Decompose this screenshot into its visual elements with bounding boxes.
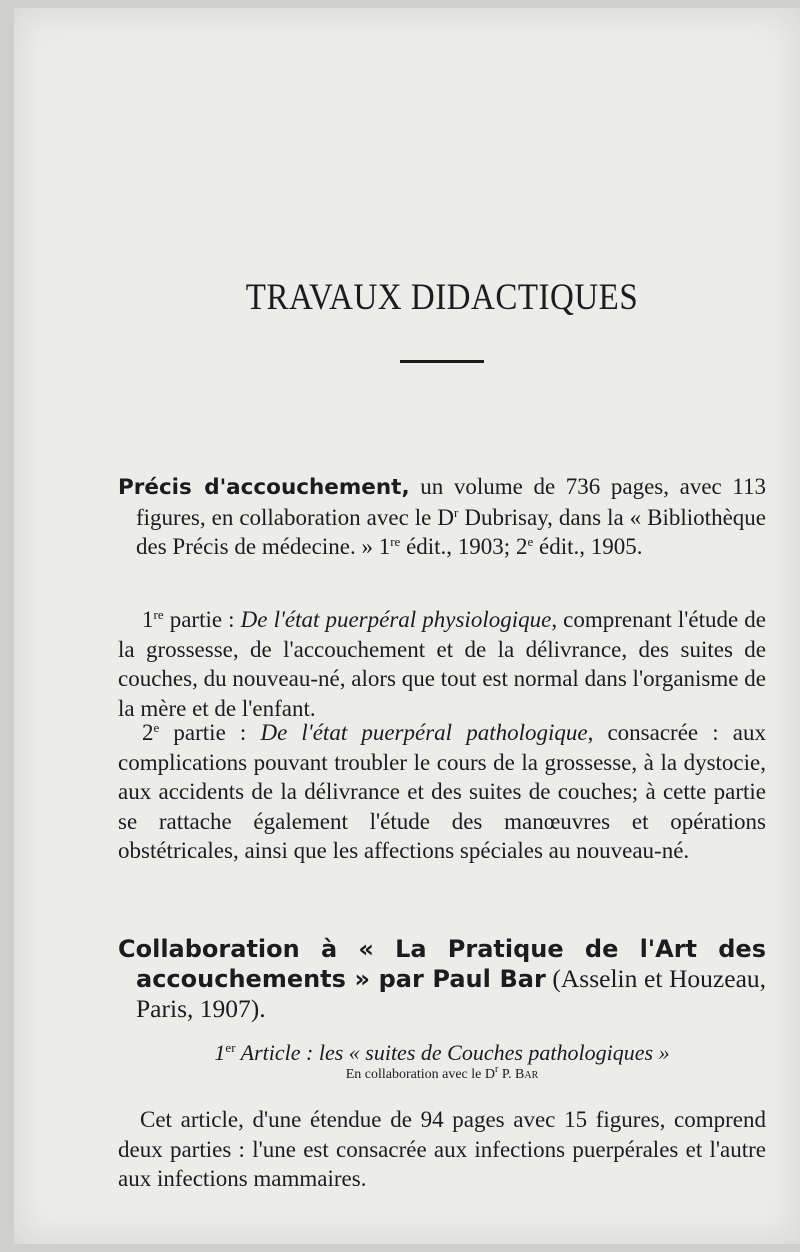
article-collab-sup: r [494,1064,499,1075]
precis-sup-dr: r [454,504,459,520]
partie-2-paragraph [118,718,766,866]
collaboration-heading: Collaboration à « La Pratique de l'Art des accouchements » par Paul Bar [118,935,766,993]
precis-heading: Précis d'accouchement, [118,475,410,500]
article-number: 1 [214,1040,226,1065]
precis-entry [118,472,766,562]
collaboration-entry [118,934,766,1024]
article-collaboration-note [118,1066,766,1084]
title-rule [400,360,484,363]
partie-1-number: 1 [142,607,154,632]
partie-2-title: De l'état puerpéral pathologique [260,720,588,745]
precis-sup-ed1: re [390,534,401,549]
partie-2-number: 2 [142,720,154,745]
article-heading [118,1038,766,1068]
precis-sup-ed2: e [527,534,534,549]
partie-2-sup: e [153,720,160,735]
partie-2-text: , consacrée : aux complications pouvant troubler le cours de la grossesse, à la dystocie, aux accidents de la délivrance et des suites de couches; à cette partie se rattache également l'étude des manœuvres et opérations obstétricales, ainsi que les affections spéciales au nouveau-né. [118,720,766,863]
page-title: TRAVAUX DIDACTIQUES [245,277,639,319]
article-title: Article : les « suites de Couches pathologiques » [235,1040,670,1065]
precis-text-4: édit., 1905. [533,534,643,559]
page [14,8,800,1244]
partie-2-label: partie : [159,720,261,745]
collaboration-text: (Asselin et Houzeau, Paris, 1907). [136,964,767,1023]
partie-1-sup: re [153,607,164,622]
article-body: Cet article, d'une étendue de 94 pages avec 15 figures, comprend deux parties : l'une est consacrée aux infections puerpérales et l'autre aux infections mammaires. [118,1107,766,1191]
partie-1-paragraph [118,605,766,723]
partie-1-label: partie : [163,607,241,632]
precis-text-3: édit., 1903; 2 [400,534,528,559]
partie-1-text: , comprenant l'étude de la grossesse, de l'accouchement et de la délivrance, des suites de couches, du nouveau-né, alors que tout est normal dans l'organisme de la mère et de l'enfant. [118,607,766,721]
article-collab-name-2: ar [524,1067,539,1082]
partie-1-title: De l'état puerpéral physiologique [240,607,552,632]
article-sup: er [225,1040,236,1055]
precis-text-1: un volume de 736 pages, avec 113 figures, en collaboration avec le D [136,474,766,530]
precis-text-2: Dubrisay, dans la « Bibliothèque des Précis de médecine. » 1 [136,504,766,559]
article-collab-text: En collaboration avec le D [345,1067,495,1082]
article-collab-name-1: P. B [498,1067,525,1082]
